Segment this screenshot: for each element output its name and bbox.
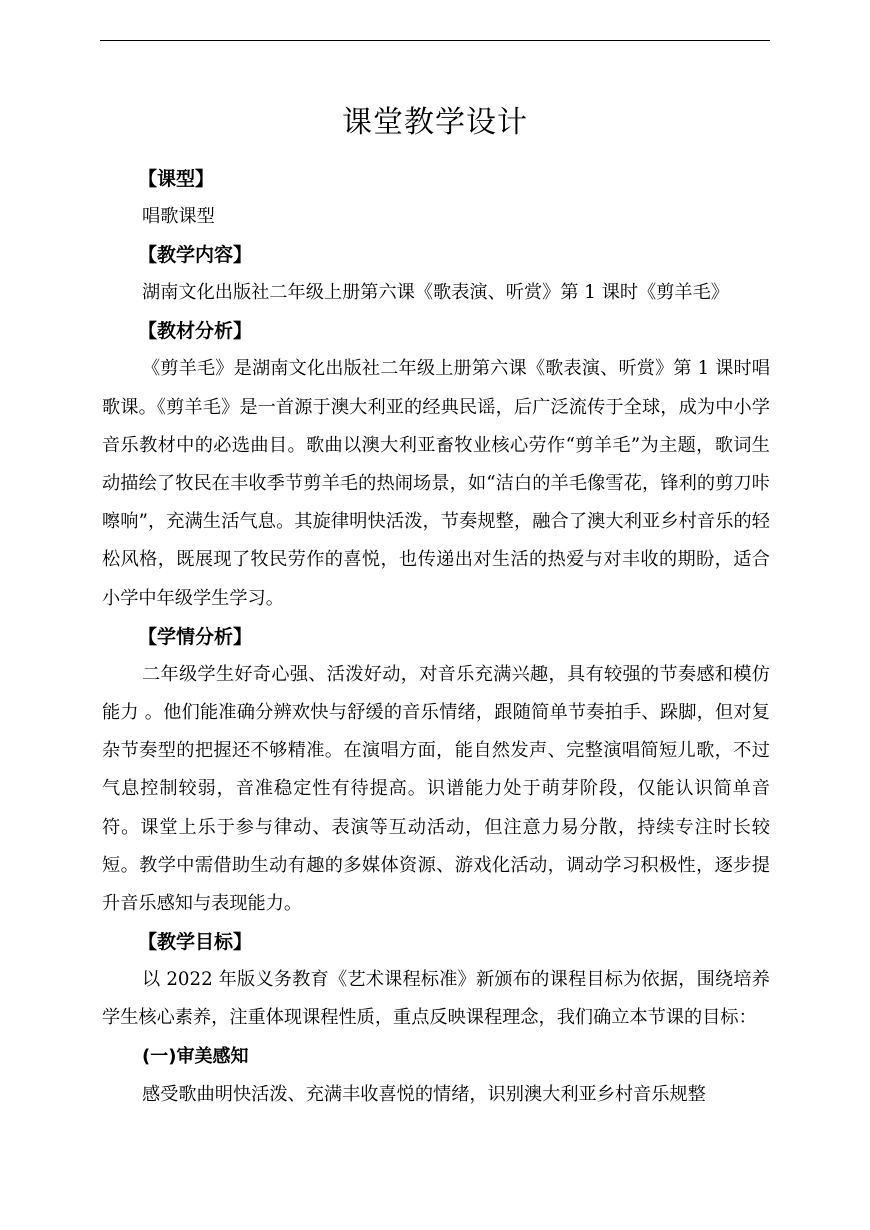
document-body bbox=[102, 160, 770, 1114]
header-rule bbox=[100, 40, 770, 41]
section-heading-student-analysis: 【学情分析】 bbox=[138, 625, 253, 648]
page-title: 课堂教学设计 bbox=[342, 105, 528, 141]
section-text-student-analysis: 二年级学生好奇心强、活泼好动，对音乐充满兴趣，具有较强的节奏感和模仿能力 。他们能准确分辨欢快与舒缓的音乐情绪，跟随简单节奏拍手、跺脚，但对复杂节奏型的把握还不够精准。在演唱方面，能自然发声、完整演唱简短儿歌，不过气息控制较弱，音准稳定性有待提高。识谱能力处于萌芽阶段，仅能认识简单音符。课堂上乐于参与律动、表演等互动活动，但注意力易分散，持续专注时长较短。教学中需借助生动有趣的多媒体资源、游戏化活动，调动学习积极性，逐步提升音乐感知与表现能力。 bbox=[102, 663, 770, 915]
subsection-text-aesthetic-perception: 感受歌曲明快活泼、充满丰收喜悦的情绪，识别澳大利亚乡村音乐规整 bbox=[142, 1083, 706, 1105]
section-text-lesson-type: 唱歌课型 bbox=[142, 206, 215, 227]
section-heading-teaching-content: 【教学内容】 bbox=[138, 244, 253, 267]
section-heading-teaching-goals: 【教学目标】 bbox=[138, 931, 253, 954]
section-text-teaching-goals: 以 2022 年版义务教育《艺术课程标准》新颁布的课程目标为依据，围绕培养学生核心素养，注重体现课程性质，重点反映课程理念，我们确立本节课的目标： bbox=[102, 969, 770, 1029]
section-heading-material-analysis: 【教材分析】 bbox=[138, 320, 253, 343]
section-text-material-analysis: 《剪羊毛》是湖南文化出版社二年级上册第六课《歌表演、听赏》第 1 课时唱歌课。《剪羊毛》是一首源于澳大利亚的经典民谣，后广泛流传于全球，成为中小学音乐教材中的必选曲目。歌曲以澳大利亚畜牧业核心劳作“剪羊毛”为主题，歌词生动描绘了牧民在丰收季节剪羊毛的热闹场景，如“洁白的羊毛像雪花，锋利的剪刀咔嚓响”，充满生活气息。其旋律明快活泼，节奏规整，融合了澳大利亚乡村音乐的轻松风格，既展现了牧民劳作的喜悦，也传递出对生活的热爱与对丰收的期盼，适合小学中年级学生学习。 bbox=[102, 358, 770, 609]
subsection-heading-aesthetic-perception: (一)审美感知 bbox=[142, 1045, 249, 1067]
section-heading-lesson-type: 【课型】 bbox=[138, 168, 215, 190]
section-text-teaching-content: 湖南文化出版社二年级上册第六课《歌表演、听赏》第 1 课时《剪羊毛》 bbox=[142, 282, 729, 304]
